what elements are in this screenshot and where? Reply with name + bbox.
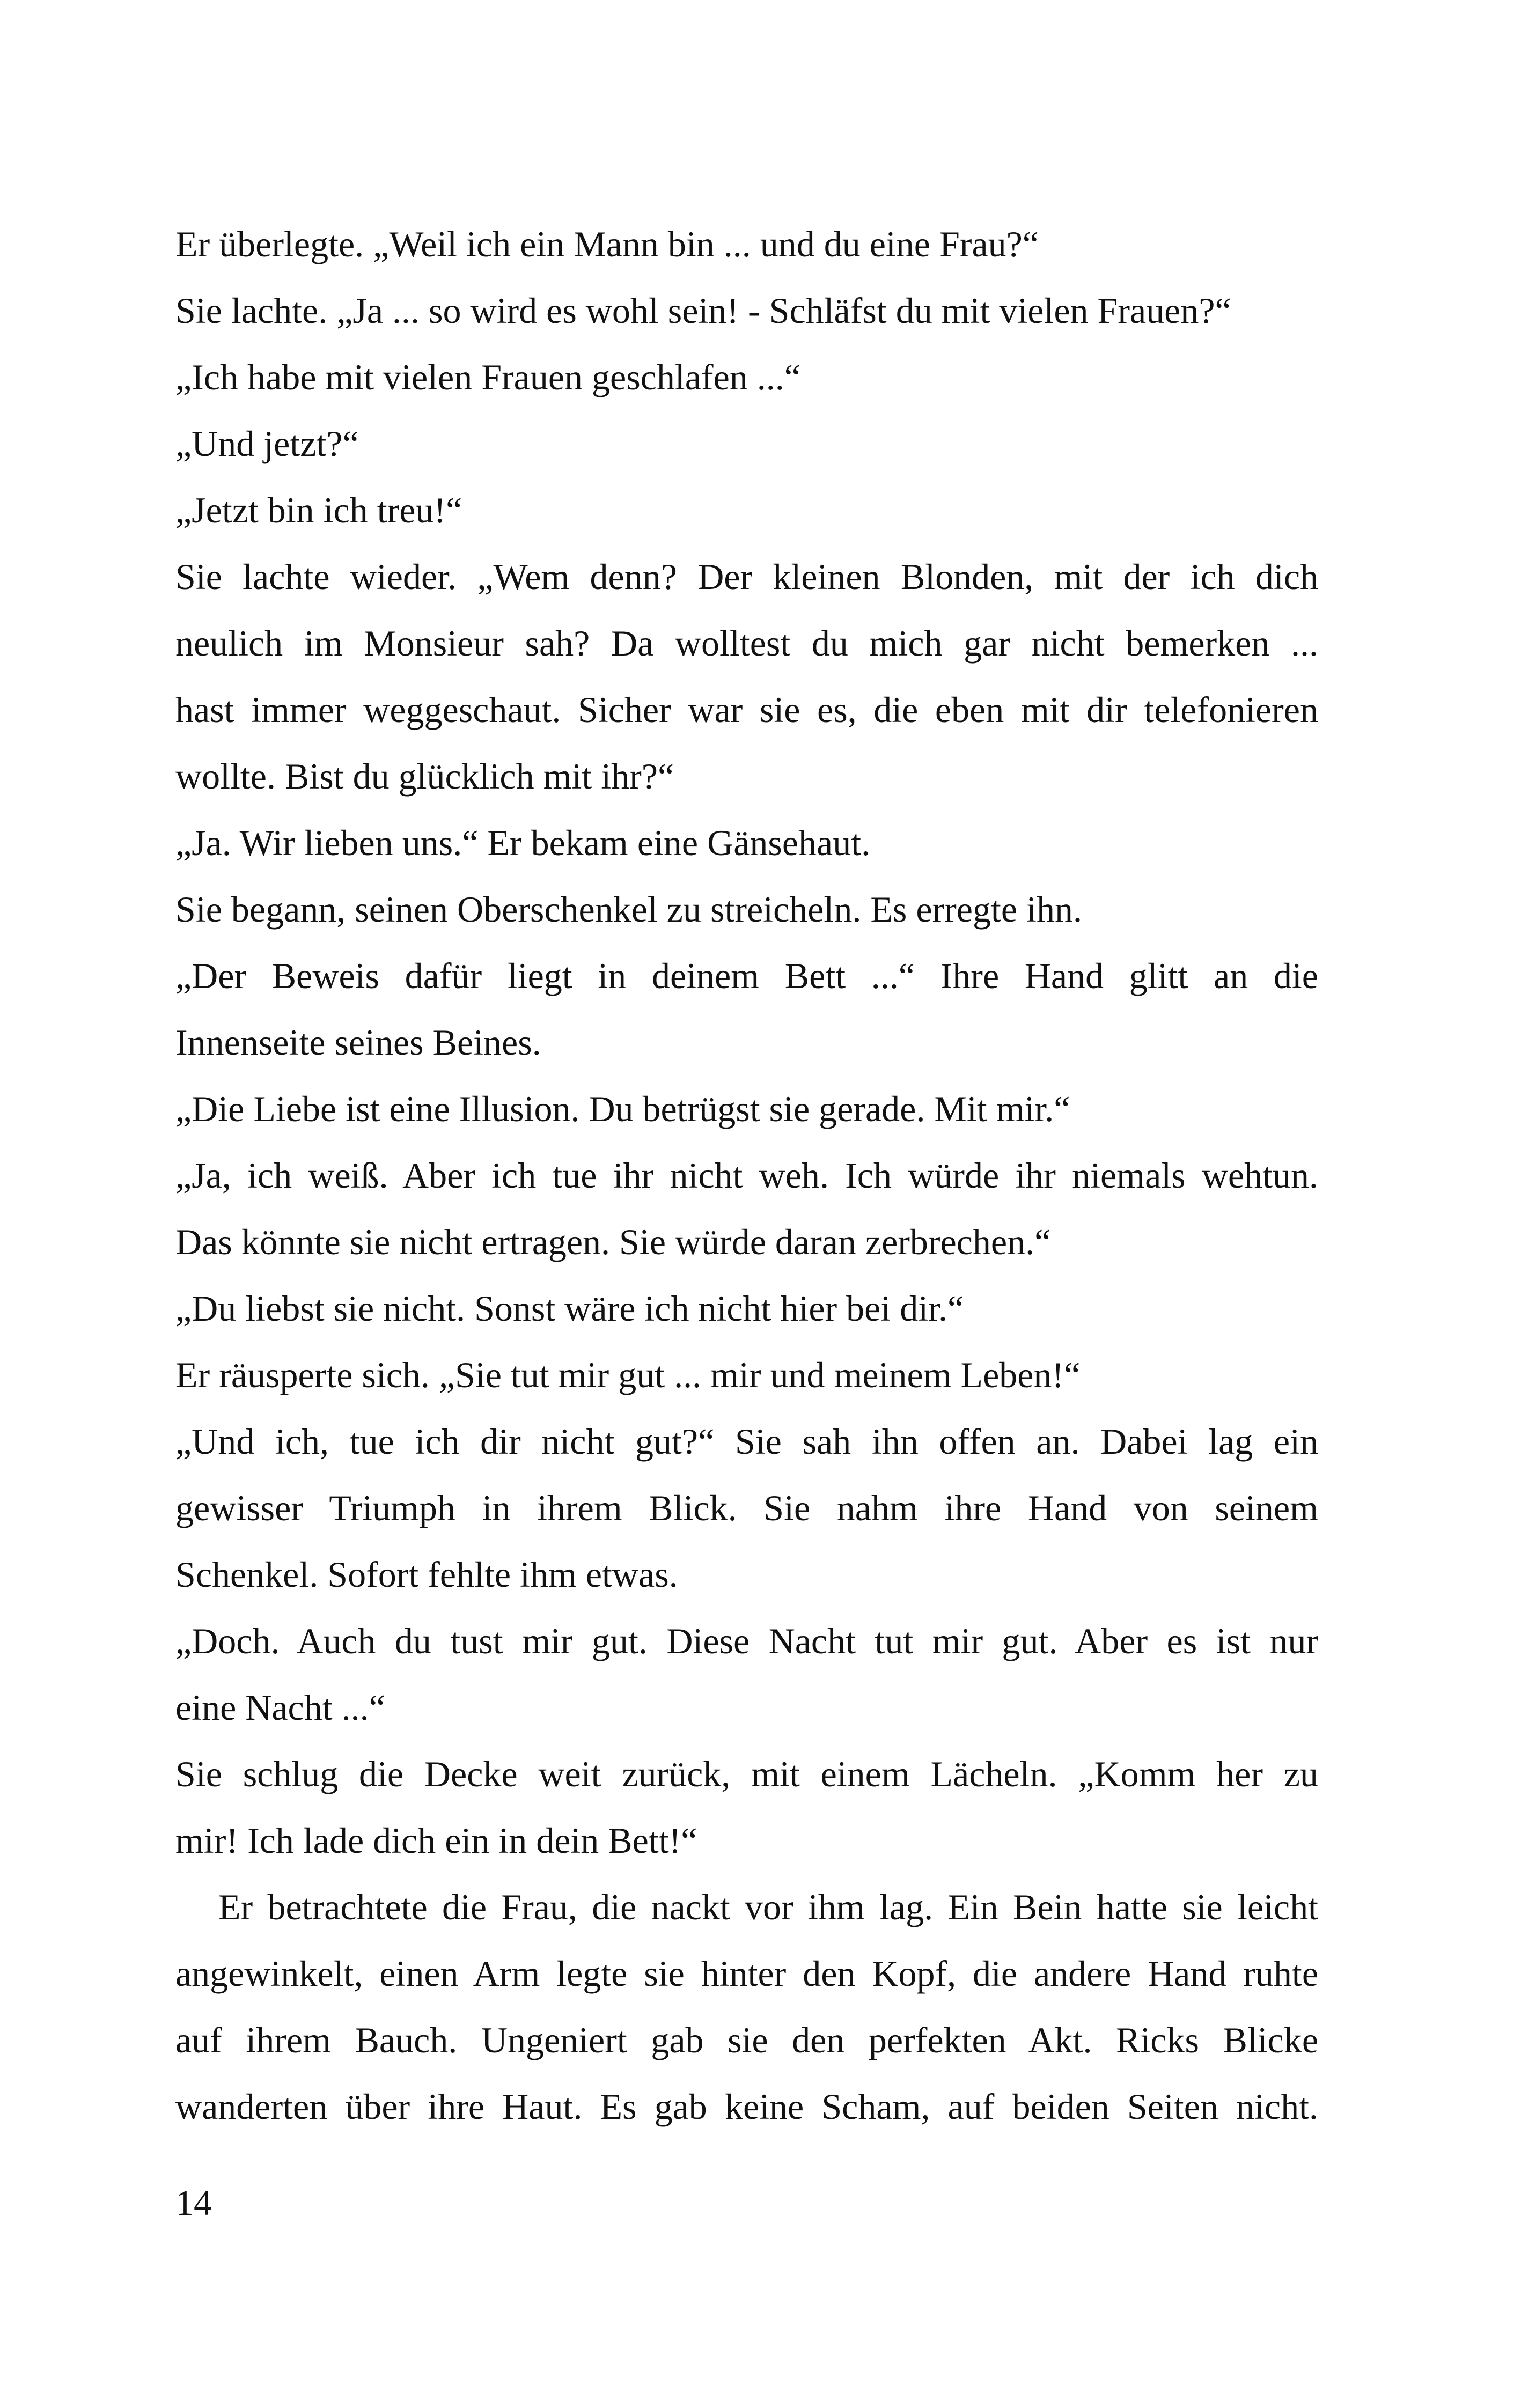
text-line: „Der Beweis dafür liegt in deinem Bett ...“ Ihre Hand glitt an die [175, 955, 1318, 996]
text-line: auf ihrem Bauch. Ungeniert gab sie den perfekten Akt. Ricks Blicke [175, 2020, 1318, 2060]
text-line: gewisser Triumph in ihrem Blick. Sie nahm ihre Hand von seinem [175, 1487, 1318, 1528]
text-line: „Ja, ich weiß. Aber ich tue ihr nicht weh. Ich würde ihr niemals wehtun. [175, 1155, 1318, 1196]
text-line: „Jetzt bin ich treu!“ [175, 490, 462, 531]
text-line: Er räusperte sich. „Sie tut mir gut ... mir und meinem Leben!“ [175, 1354, 1081, 1395]
text-line: mir! Ich lade dich ein in dein Bett!“ [175, 1820, 697, 1861]
text-line: hast immer weggeschaut. Sicher war sie es, die eben mit dir telefonieren [175, 689, 1318, 730]
page-number: 14 [175, 2182, 212, 2223]
text-line: Innenseite seines Beines. [175, 1022, 541, 1063]
text-line: wollte. Bist du glücklich mit ihr?“ [175, 756, 674, 797]
text-line: wanderten über ihre Haut. Es gab keine Scham, auf beiden Seiten nicht. [175, 2086, 1318, 2127]
text-line: eine Nacht ...“ [175, 1687, 385, 1728]
text-line: neulich im Monsieur sah? Da wolltest du mich gar nicht bemerken ... [175, 623, 1318, 664]
text-line: „Du liebst sie nicht. Sonst wäre ich nicht hier bei dir.“ [175, 1288, 964, 1329]
text-line: „Und jetzt?“ [175, 423, 359, 464]
text-line: angewinkelt, einen Arm legte sie hinter den Kopf, die andere Hand ruhte [175, 1953, 1318, 1994]
text-line: Er überlegte. „Weil ich ein Mann bin ... und du eine Frau?“ [175, 224, 1039, 264]
text-line: Er betrachtete die Frau, die nackt vor ihm lag. Ein Bein hatte sie leicht [218, 1887, 1318, 1927]
text-line: „Doch. Auch du tust mir gut. Diese Nacht tut mir gut. Aber es ist nur [175, 1621, 1318, 1661]
text-line: „Ich habe mit vielen Frauen geschlafen ...“ [175, 357, 800, 397]
text-line: „Die Liebe ist eine Illusion. Du betrügst sie gerade. Mit mir.“ [175, 1088, 1070, 1129]
text-line: Sie lachte wieder. „Wem denn? Der kleinen Blonden, mit der ich dich [175, 556, 1318, 597]
text-line: Das könnte sie nicht ertragen. Sie würde daran zerbrechen.“ [175, 1221, 1051, 1262]
text-line: „Ja. Wir lieben uns.“ Er bekam eine Gänsehaut. [175, 822, 871, 863]
text-line: Sie schlug die Decke weit zurück, mit einem Lächeln. „Komm her zu [175, 1754, 1318, 1794]
text-line: Sie begann, seinen Oberschenkel zu streicheln. Es erregte ihn. [175, 889, 1082, 930]
body-text [175, 211, 1318, 2140]
text-line: „Und ich, tue ich dir nicht gut?“ Sie sah ihn offen an. Dabei lag ein [175, 1421, 1318, 1462]
text-line: Sie lachte. „Ja ... so wird es wohl sein! - Schläfst du mit vielen Frauen?“ [175, 290, 1231, 331]
text-line: Schenkel. Sofort fehlte ihm etwas. [175, 1554, 678, 1595]
